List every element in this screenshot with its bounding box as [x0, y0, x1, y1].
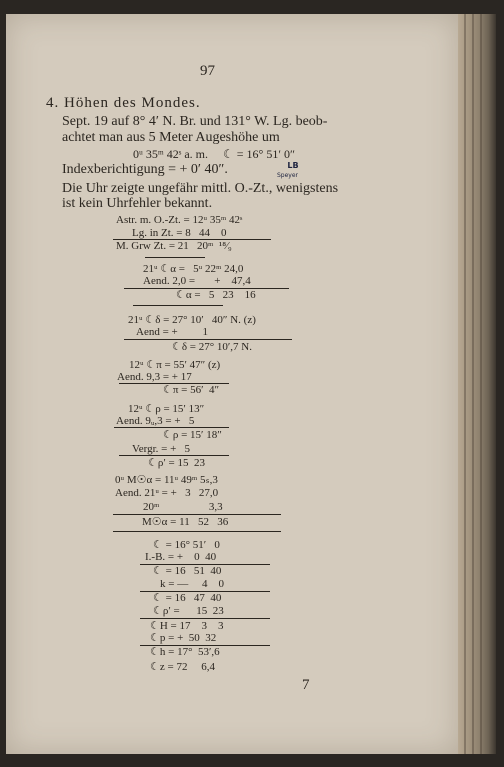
calc-line: 20ᵐ 3,3 — [143, 501, 223, 513]
calc-line: Lg. in Zt. = 8 44 0 — [132, 227, 227, 239]
rule — [145, 257, 205, 258]
calc-line: ☾ = 16 51 40 — [153, 565, 222, 577]
calc-line: 12ᵘ ☾π = 55′ 47″ (z) — [129, 359, 221, 371]
calc-line: Aend. 2,0 = + 47,4 — [143, 275, 251, 287]
calc-line: ☾H = 17 3 3 — [150, 620, 224, 632]
calc-line: ☾ρ′ = 15 23 — [148, 457, 205, 469]
calc-line: Astr. m. O.-Zt. = 12ᵘ 35ᵐ 42ˢ — [116, 214, 243, 226]
calc-line: 0ᵘ M☉α = 11ᵘ 49ᵐ 5ₛ,3 — [115, 474, 218, 486]
rule — [133, 305, 223, 306]
intro-line-4: Indexberichtigung = + 0′ 40″. — [62, 162, 228, 177]
calc-line: 12ᵘ ☾ρ = 15′ 13″ — [128, 403, 205, 415]
calc-line: ☾ρ′ = 15 23 — [153, 605, 224, 617]
calc-line: ☾ρ = 15′ 18″ — [163, 429, 222, 441]
calc-line: M☉α = 11 52 36 — [142, 516, 229, 528]
library-stamp-sub: Speyer — [277, 172, 299, 179]
calc-line: Aend. 9,3 = + 17 — [117, 371, 192, 383]
page-edge — [458, 14, 496, 754]
calc-line: 21ᵘ ☾δ = 27° 10′ 40″ N. (z) — [128, 314, 256, 326]
calc-line: Aend = + 1 — [136, 326, 208, 338]
calc-line: I.-B. = + 0 40 — [145, 551, 217, 563]
page-number: 97 — [200, 63, 215, 79]
calc-line: k = — 4 0 — [160, 578, 224, 590]
intro-line-1: Sept. 19 auf 8° 4′ N. Br. und 131° W. Lg. beob- — [62, 114, 328, 129]
calc-line: 21ᵘ ☾α = 5ᵘ 22ᵐ 24,0 — [143, 263, 244, 275]
calc-line: Aend. 21ᵘ = + 3 27,0 — [115, 487, 219, 499]
calc-line: Vergr. = + 5 — [132, 443, 191, 455]
intro-line-2: achtet man aus 5 Meter Augeshöhe um — [62, 130, 280, 145]
rule — [140, 618, 270, 619]
calc-line: ☾α = 5 23 16 — [176, 289, 256, 301]
calc-line: ☾ = 16 47 40 — [153, 592, 222, 604]
section-title: 4. Höhen des Mondes. — [46, 95, 201, 111]
library-stamp: LB — [287, 161, 299, 170]
rule — [114, 427, 229, 428]
intro-line-3: 0ᵘ 35ᵐ 42ˢ a. m. ☾ = 16° 51′ 0″ — [133, 147, 295, 161]
intro-line-5: Die Uhr zeigte ungefähr mittl. O.-Zt., wenigstens — [62, 181, 339, 196]
calc-line: ☾π = 56′ 4″ — [163, 384, 220, 396]
rule — [119, 455, 229, 456]
rule — [124, 339, 292, 340]
calc-line: ☾h = 17° 53′,6 — [150, 646, 220, 658]
calc-line: M. Grw Zt. = 21 20ᵐ ¹⁸⁄₉ — [116, 240, 232, 252]
rule — [113, 514, 281, 515]
calc-line: ☾δ = 27° 10′,7 N. — [172, 341, 252, 353]
calc-line: ☾z = 72 6,4 — [150, 661, 215, 673]
rule — [113, 531, 281, 532]
intro-line-6: ist kein Uhrfehler bekannt. — [62, 196, 213, 211]
calc-line: ☾p = + 50 32 — [150, 632, 217, 644]
calc-line: ☾ = 16° 51′ 0 — [153, 539, 220, 551]
calc-line: Aend. 9ᵤ,3 = + 5 — [116, 415, 195, 427]
signature-number: 7 — [302, 677, 310, 693]
